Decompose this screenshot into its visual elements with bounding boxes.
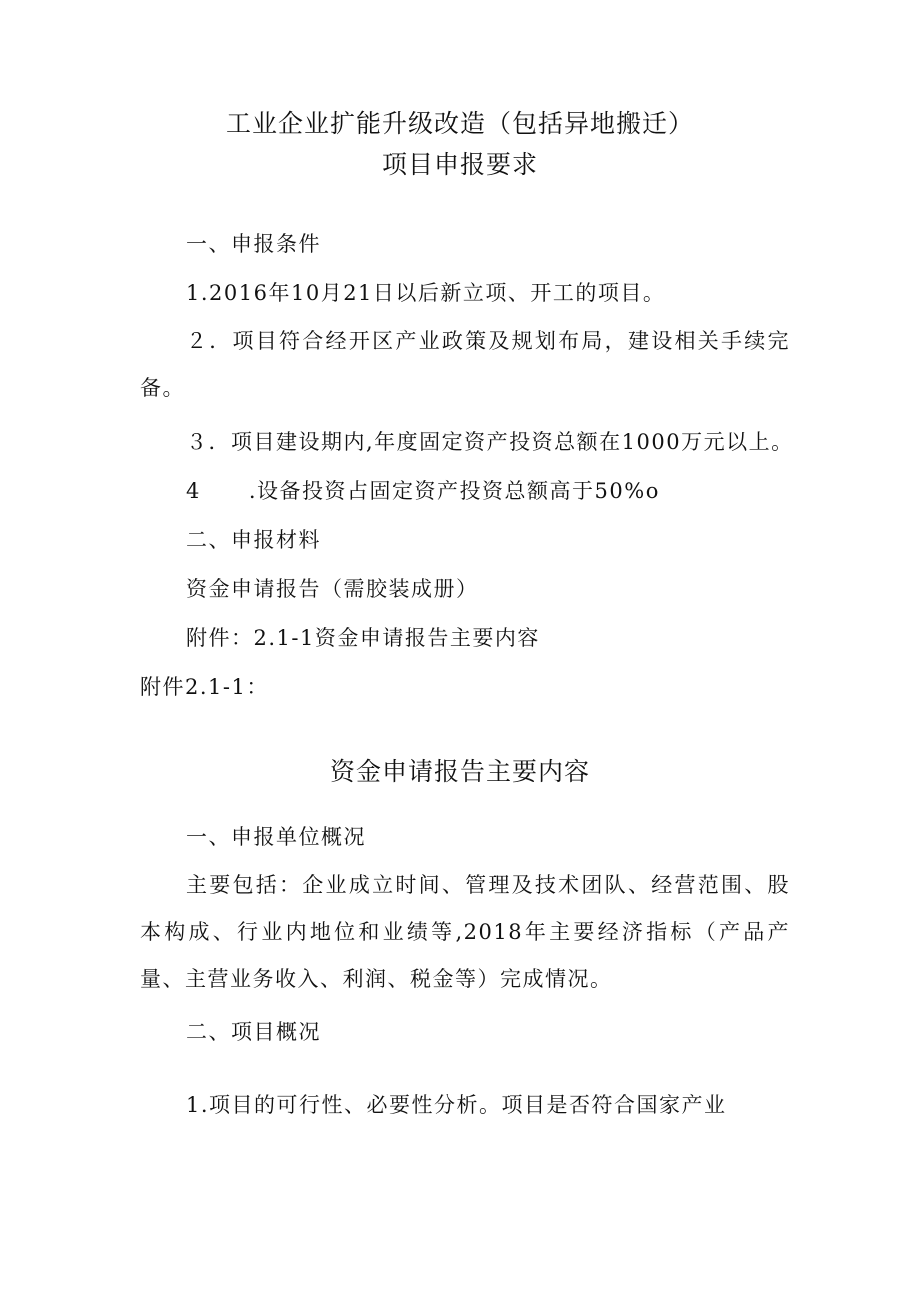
section-heading-conditions: 一、申报条件	[186, 232, 321, 256]
section-heading-materials: 二、申报材料	[186, 528, 321, 552]
condition-item-4-text: .设备投资占固定资产投资总额高于50%o	[248, 479, 660, 503]
condition-item-2: ２．项目符合经开区产业政策及规划布局，建设相关手续完备。	[140, 329, 790, 400]
document-title-line1: 工业企业扩能升级改造（包括异地搬迁）	[225, 109, 694, 138]
report-section-heading-1: 一、申报单位概况	[186, 825, 366, 849]
attachment-reference: 附件：2.1-1资金申请报告主要内容	[186, 626, 540, 650]
condition-item-4-number: 4	[186, 479, 201, 503]
condition-item-4	[186, 476, 660, 506]
report-section-item-1: 1.项目的可行性、必要性分析。项目是否符合国家产业	[186, 1093, 727, 1117]
material-item-1: 资金申请报告（需胶装成册）	[186, 577, 479, 601]
condition-item-3: ３．项目建设期内,年度固定资产投资总额在1000万元以上。	[186, 430, 794, 454]
attachment-label: 附件2.1-1：	[140, 675, 269, 699]
report-section-heading-2: 二、项目概况	[186, 1020, 321, 1044]
report-title: 资金申请报告主要内容	[329, 757, 590, 786]
condition-item-1: 1.2016年10月21日以后新立项、开工的项目。	[186, 281, 666, 305]
report-section-body-1: 主要包括：企业成立时间、管理及技术团队、经营范围、股本构成、行业内地位和业绩等,2018年主要经济指标（产品产量、主营业务收入、利润、税金等）完成情况。	[140, 873, 790, 991]
document-title-line2: 项目申报要求	[381, 150, 538, 179]
